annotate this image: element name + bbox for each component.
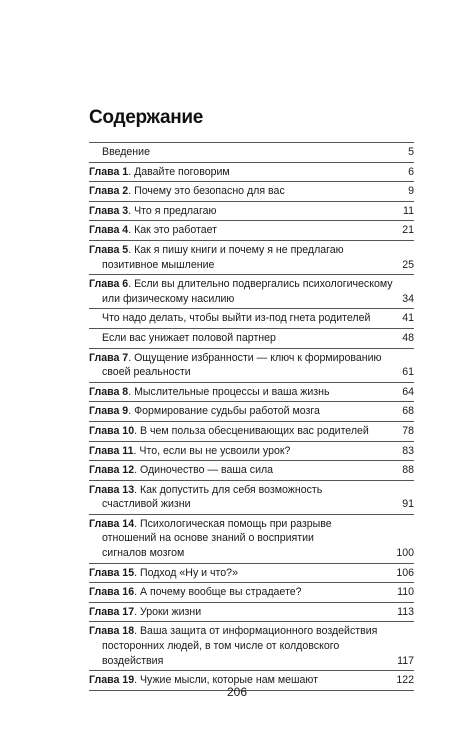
toc-entry (89, 202, 414, 221)
toc-entry-line (89, 277, 414, 292)
toc-entry (89, 182, 414, 201)
toc-entry-row (89, 497, 414, 512)
chapter-label: Глава 14 (89, 517, 135, 530)
chapter-label: Глава 7 (89, 351, 129, 364)
toc-entry-title (102, 497, 191, 512)
toc-entry-title (102, 365, 191, 380)
toc-entry-line (89, 531, 414, 546)
toc-entry-title (102, 311, 370, 326)
chapter-label: Глава 3 (89, 204, 129, 217)
chapter-label: Глава 11 (89, 444, 134, 457)
toc-page-number: 91 (402, 498, 414, 511)
toc-entry-row (89, 204, 414, 219)
toc-entry (89, 402, 414, 421)
chapter-label: Глава 18 (89, 625, 135, 638)
toc-entry-row (89, 404, 414, 419)
toc-entry (89, 461, 414, 480)
toc-page-number: 117 (397, 654, 414, 667)
toc-page-number: 110 (397, 586, 414, 599)
toc-entry-title (89, 184, 285, 199)
toc-page-number: 48 (402, 331, 414, 344)
chapter-label: Глава 13 (89, 483, 135, 496)
toc-entry-row (89, 566, 414, 581)
chapter-label: Глава 19 (89, 674, 135, 687)
toc-entry-title (89, 605, 201, 620)
toc-entry (89, 163, 414, 182)
toc-entry-title (102, 331, 276, 346)
chapter-label: Глава 12 (89, 464, 135, 477)
toc-page-number: 122 (396, 674, 414, 687)
toc-entry-text: своей реальности (102, 366, 191, 379)
toc-entry (89, 622, 414, 670)
toc-entry (89, 349, 414, 382)
toc-entry-text: счастливой жизни (102, 498, 191, 511)
toc-entry-title (89, 223, 217, 238)
toc-entry-line (89, 639, 414, 654)
chapter-label: Глава 1 (89, 165, 129, 178)
toc-entry (89, 422, 414, 441)
toc-entry-text: . Как я пишу книги и почему я не предлагаю (128, 243, 344, 256)
toc-page-number: 88 (402, 464, 414, 477)
toc-entry-text: . Уроки жизни (134, 605, 202, 618)
toc-entry (89, 481, 414, 514)
toc-entry (89, 309, 414, 328)
toc-entry (89, 603, 414, 622)
toc-entry-title (89, 404, 320, 419)
chapter-label: Глава 2 (89, 185, 129, 198)
toc-entry-title (89, 424, 369, 439)
toc-entry-row (89, 463, 414, 478)
toc-entry-text: . Что я предлагаю (128, 204, 217, 217)
toc-entry-text: отношений на основе знаний о восприятии (102, 532, 314, 545)
toc-page-number: 11 (403, 204, 414, 217)
toc-page-number: 21 (402, 224, 414, 237)
toc-entry-line (89, 351, 414, 366)
toc-entry-line (89, 483, 414, 498)
toc-page-number: 61 (402, 366, 414, 379)
toc-entry-title (89, 204, 216, 219)
toc-entry-row (89, 223, 414, 238)
page-title: Содержание (89, 107, 204, 128)
toc-entry-text: . Ощущение избранности — ключ к формированию (128, 351, 382, 364)
toc-page-number: 83 (402, 444, 414, 457)
toc-entry-row (89, 605, 414, 620)
toc-page-number: 34 (402, 292, 414, 305)
toc-entry (89, 241, 414, 274)
toc-entry-row (89, 145, 414, 160)
toc-entry-row (89, 184, 414, 199)
toc-entry-row (89, 292, 414, 307)
toc-entry-title (89, 385, 330, 400)
toc-page-number: 78 (402, 424, 414, 437)
toc-entry (89, 329, 414, 348)
toc-entry (89, 564, 414, 583)
toc-entry-row (89, 258, 414, 273)
toc-entry (89, 383, 414, 402)
toc-entry (89, 442, 414, 461)
toc-entry-text: . Что, если вы не усвоили урок? (133, 444, 291, 457)
toc-entry-text: Что надо делать, чтобы выйти из-под гнета родителей (102, 312, 371, 325)
toc-entry-row (89, 444, 414, 459)
toc-page-number: 64 (402, 385, 414, 398)
toc-entry-row (89, 165, 414, 180)
toc-entry-title (89, 444, 290, 459)
toc-entry-line (89, 624, 414, 639)
toc-entry-row (89, 546, 414, 561)
toc-entry-row (89, 585, 414, 600)
chapter-label: Глава 9 (89, 405, 129, 418)
toc-page-number: 5 (408, 146, 414, 158)
toc-entry-text: Введение (102, 146, 150, 158)
toc-entry-text: сигналов мозгом (102, 547, 185, 560)
toc-page-number: 6 (408, 165, 414, 178)
toc-entry-text: . Почему это безопасно для вас (128, 185, 285, 198)
toc-entry-text: . В чем польза обесценивающих вас родителей (134, 424, 369, 437)
toc-entry-text: посторонних людей, в том числе от колдовского (102, 640, 340, 653)
toc-entry-text: . Как допустить для себя возможность (134, 483, 323, 496)
toc-entry-text: . Одиночество — ваша сила (134, 464, 274, 477)
toc-entry-title (102, 292, 234, 307)
chapter-label: Глава 6 (89, 278, 129, 291)
toc-entry-text: . А почему вообще вы страдаете? (134, 586, 302, 599)
toc-entry-title (102, 546, 184, 561)
toc-page-number: 9 (408, 185, 414, 198)
toc-entry-text: . Мыслительные процессы и ваша жизнь (128, 385, 330, 398)
chapter-label: Глава 17 (89, 605, 135, 618)
toc-entry-row (89, 311, 414, 326)
toc-entry-title (89, 585, 301, 600)
toc-entry-title (89, 463, 273, 478)
chapter-label: Глава 10 (89, 424, 135, 437)
toc-entry-text: Если вас унижает половой партнер (102, 331, 276, 344)
toc-entry (89, 221, 414, 240)
page-number: 206 (226, 685, 248, 699)
toc-entry-title (102, 145, 150, 160)
toc-entry (89, 143, 414, 162)
chapter-label: Глава 5 (89, 243, 129, 256)
toc-entry-text: позитивное мышление (102, 258, 215, 271)
toc-entry-line (89, 243, 414, 258)
toc-entry-text: . Подход «Ну и что?» (134, 566, 238, 579)
toc-entry-row (89, 385, 414, 400)
chapter-label: Глава 8 (89, 385, 129, 398)
toc-entry-title (102, 258, 214, 273)
toc-page-number: 100 (396, 547, 414, 560)
toc-entry (89, 275, 414, 308)
toc-page-number: 25 (402, 258, 414, 271)
toc-entry-title (89, 165, 230, 180)
chapter-label: Глава 15 (89, 566, 135, 579)
toc-entry-text: . Как это работает (128, 224, 217, 237)
toc-entry-title (89, 566, 238, 581)
toc-entry-text: или физическому насилию (102, 292, 235, 305)
toc-entry-text: . Психологическая помощь при разрыве (134, 517, 332, 530)
toc-entry (89, 583, 414, 602)
toc-entry-line (89, 517, 414, 532)
toc-entry-row (89, 331, 414, 346)
toc-entry-title (102, 654, 163, 669)
toc-entry-text: . Ваша защита от информационного воздействия (134, 625, 378, 638)
chapter-label: Глава 16 (89, 586, 135, 599)
toc-entry-text: воздействия (102, 654, 164, 667)
toc-page-number: 113 (397, 605, 414, 618)
toc-entry-row (89, 365, 414, 380)
toc-entry-row (89, 654, 414, 669)
toc-page-number: 68 (402, 405, 414, 418)
chapter-label: Глава 4 (89, 224, 129, 237)
toc-entry-text: . Чужие мысли, которые нам мешают (134, 674, 318, 687)
table-of-contents (89, 142, 414, 691)
toc-entry-text: . Давайте поговорим (128, 165, 230, 178)
toc-entry (89, 515, 414, 563)
toc-entry-text: . Формирование судьбы работой мозга (128, 405, 320, 418)
toc-page-number: 106 (396, 566, 414, 579)
toc-entry-text: . Если вы длительно подвергались психологическому (128, 278, 393, 291)
toc-page-number: 41 (402, 312, 414, 325)
toc-entry-row (89, 424, 414, 439)
